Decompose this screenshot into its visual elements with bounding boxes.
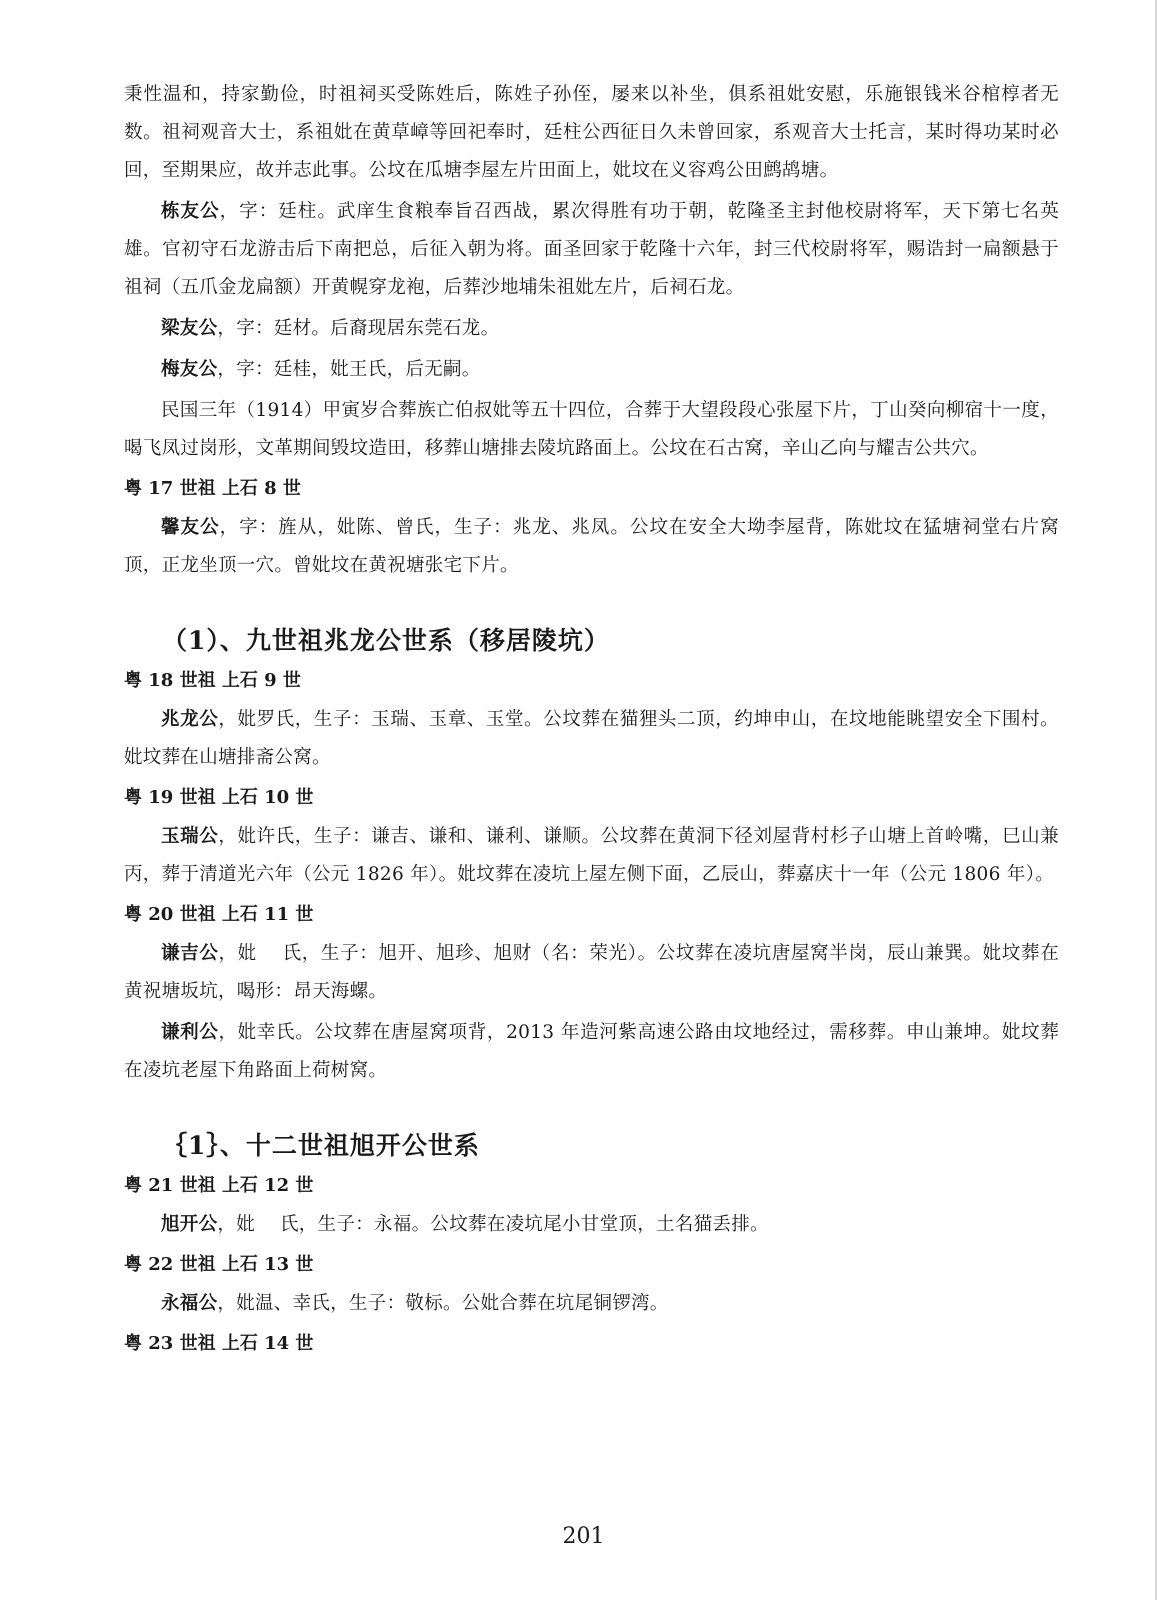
person-name: 梁友公 [161, 318, 218, 339]
paragraph-text: ，妣 氏，生子：永福。公坟葬在凌坑尾小甘堂顶，土名猫丢排。 [217, 1214, 769, 1235]
section-heading: （1）、九世祖兆龙公世系（移居陵坑） [162, 626, 610, 655]
page-content [124, 76, 1059, 1364]
generation-heading: 粤 21 世祖 上石 12 世 [124, 1175, 314, 1196]
generation-heading: 粤 19 世祖 上石 10 世 [124, 787, 314, 808]
paragraph-text: ，妣许氏，生子：谦吉、谦和、谦利、谦顺。公坟葬在黄洞下径刘屋背村杉子山塘上首岭嘴，巳山兼丙，葬于清道光六年（公元 1826 年）。妣坟葬在凌坑上屋左侧下面，乙辰山，葬嘉庆十一年（公元 1806 年）。 [124, 826, 1059, 885]
paragraph-qianji [124, 935, 1059, 1011]
paragraph-yurui [124, 818, 1059, 894]
person-name: 兆龙公 [161, 709, 219, 730]
paragraph-xinyou [124, 509, 1059, 585]
paragraph-text: ，字：旌从，妣陈、曾氏，生子：兆龙、兆凤。公坟在安全大坳李屋背，陈妣坟在猛塘祠堂右片窝顶，正龙坐顶一穴。曾妣坟在黄祝塘张宅下片。 [124, 517, 1060, 576]
paragraph-xukai [124, 1206, 1059, 1244]
person-name: 栋友公 [161, 201, 220, 222]
paragraph-liangyou [124, 310, 1059, 348]
generation-heading: 粤 22 世祖 上石 13 世 [124, 1254, 314, 1275]
section-heading: ｛1｝、十二世祖旭开公世系 [162, 1131, 480, 1160]
person-name: 谦吉公 [161, 943, 219, 964]
generation-heading: 粤 18 世祖 上石 9 世 [124, 670, 301, 691]
generation-heading: 粤 23 世祖 上石 14 世 [124, 1333, 314, 1354]
page-number: 201 [562, 1524, 605, 1549]
person-name: 永福公 [161, 1293, 218, 1314]
paragraph-text: ，字：廷材。后裔现居东莞石龙。 [217, 318, 500, 339]
paragraph-text: ，妣 氏，生子：旭开、旭珍、旭财（名：荣光）。公坟葬在凌坑唐屋窝半岗，辰山兼巽。妣坟葬在黄祝塘坂坑，喝形：昂天海螺。 [124, 943, 1059, 1002]
person-name: 梅友公 [161, 359, 218, 380]
paragraph-text: ，妣温、幸氏，生子：敬标。公妣合葬在坑尾铜锣湾。 [217, 1293, 669, 1314]
paragraph-meiyou [124, 351, 1059, 389]
paragraph-minguo: 民国三年（1914）甲寅岁合葬族亡伯叔妣等五十四位，合葬于大望段段心张屋下片，丁山癸向柳宿十一度，喝飞凤过岗形，文革期间毁坟造田，移葬山塘排去陵坑路面上。公坟在石古窝，辛山乙向与耀吉公共穴。 [124, 400, 1059, 459]
person-name: 馨友公 [161, 517, 220, 538]
generation-heading: 粤 20 世祖 上石 11 世 [124, 904, 314, 925]
paragraph-1: 秉性温和，持家勤俭，时祖祠买受陈姓后，陈姓子孙侄，屡来以补坐，俱系祖妣安慰，乐施银钱米谷棺椁者无数。祖祠观音大士，系祖妣在黄草嶂等回祀奉时，廷柱公西征日久未曾回家，系观音大士托言，某时得功某时必回，至期果应，故并志此事。公坟在瓜塘李屋左片田面上，妣坟在义容鸡公田鹧鸪塘。 [124, 84, 1059, 181]
person-name: 玉瑞公 [161, 826, 219, 847]
paragraph-yongfu [124, 1285, 1059, 1323]
person-name: 旭开公 [161, 1214, 218, 1235]
paragraph-qianli [124, 1014, 1059, 1090]
paragraph-dongyou [124, 193, 1059, 307]
generation-heading: 粤 17 世祖 上石 8 世 [124, 478, 301, 499]
scan-edge-line [1155, 0, 1157, 1600]
person-name: 谦利公 [161, 1022, 219, 1043]
paragraph-text: ，字：廷桂，妣王氏，后无嗣。 [217, 359, 481, 380]
paragraph-text: ，妣罗氏，生子：玉瑞、玉章、玉堂。公坟葬在猫狸头二顶，约坤申山，在坟地能眺望安全下围村。妣坟葬在山塘排斋公窝。 [124, 709, 1059, 768]
paragraph-text: ，字：廷柱。武庠生食粮奉旨召西战，累次得胜有功于朝，乾隆圣主封他校尉将军，天下第七名英雄。官初守石龙游击后下南把总，后征入朝为将。面圣回家于乾隆十六年，封三代校尉将军，赐诰封一扁额悬于祖祠（五爪金龙扁额）开黄幌穿龙袍，后葬沙地埔朱祖妣左片，后祠石龙。 [124, 201, 1060, 298]
paragraph-zhaolong [124, 701, 1059, 777]
paragraph-text: ，妣幸氏。公坟葬在唐屋窝项背，2013 年造河紫高速公路由坟地经过，需移葬。申山兼坤。妣坟葬在凌坑老屋下角路面上荷树窝。 [124, 1022, 1059, 1081]
